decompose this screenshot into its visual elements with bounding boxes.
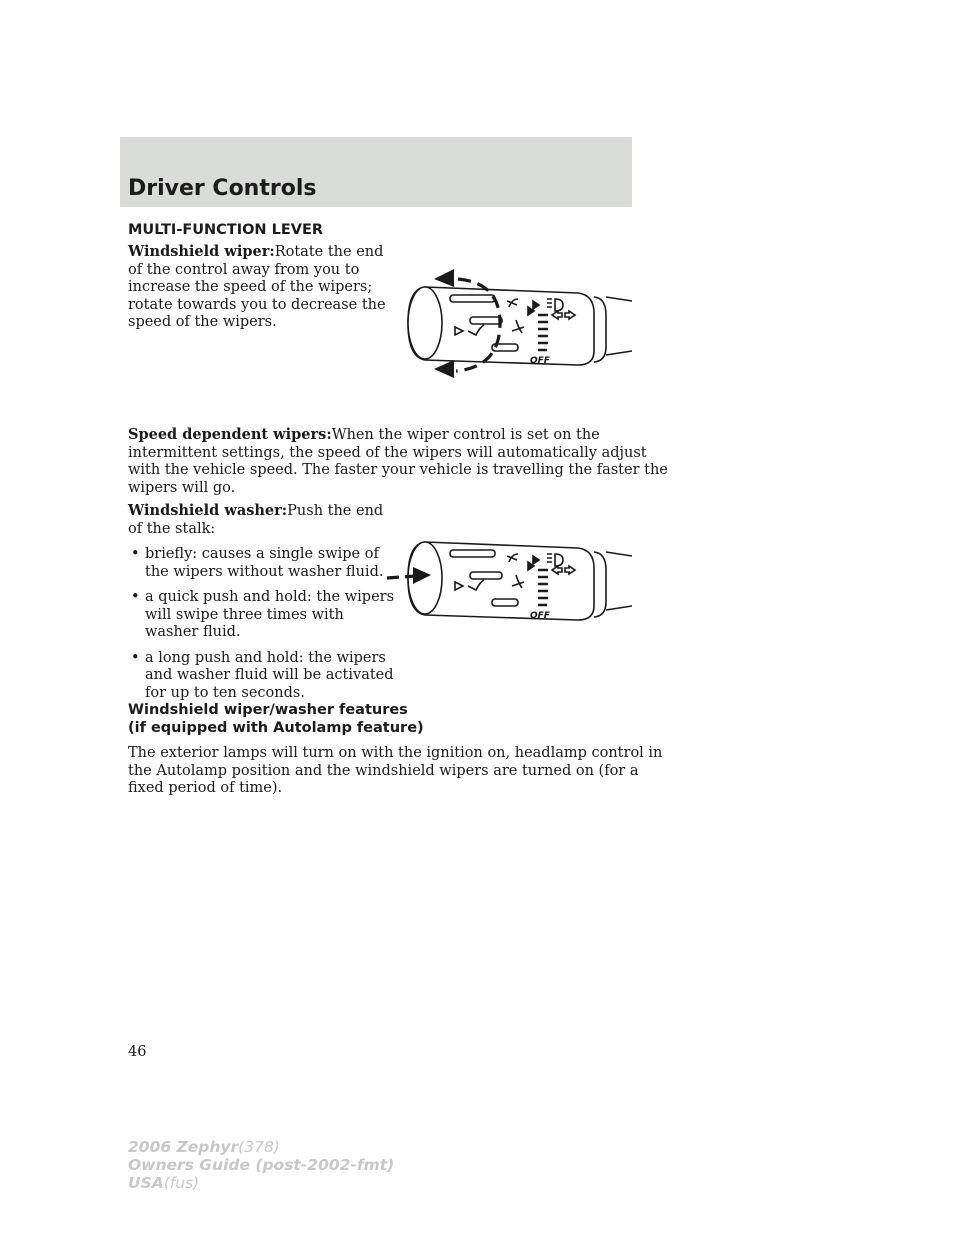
autolamp-paragraph: The exterior lamps will turn on with the ignition on, headlamp control in the Autolamp position and the windshield wipers are turned on (for a fixed period of time). (128, 745, 663, 796)
washer-push-figure (385, 530, 635, 640)
page-number: 46 (128, 1044, 147, 1060)
speed-dependent-paragraph: Speed dependent wipers:When the wiper control is set on the intermittent settings, the speed of the wipers will automatically adjust with the vehicle speed. The faster your vehicle is travelling the faster the wipers will go. (128, 426, 668, 496)
bullet-icon: • (131, 589, 140, 605)
washer-bullet-list (128, 546, 394, 710)
bullet-icon: • (131, 546, 140, 562)
wiper-rotation-figure (400, 265, 635, 380)
wiper-label: Windshield wiper: (128, 243, 275, 260)
list-item: • a long push and hold: the wipers and washer fluid will be activated for up to ten seconds. (131, 649, 394, 701)
section-title: Driver Controls (128, 176, 317, 201)
wiper-paragraph: Windshield wiper:Rotate the end of the control away from you to increase the speed of the wipers; rotate towards you to decrease the speed of the wipers. (128, 243, 386, 330)
document-footer: 2006 Zephyr(378) Owners Guide (post-2002-fmt) USA(fus) (128, 1138, 395, 1192)
multi-function-lever-heading: MULTI-FUNCTION LEVER (128, 222, 324, 238)
washer-paragraph: Windshield washer:Push the end of the stalk: (128, 502, 384, 537)
off-label: OFF (530, 611, 550, 621)
off-label: OFF (530, 356, 550, 366)
autolamp-heading: Windshield wiper/washer features (if equipped with Autolamp feature) (128, 702, 424, 736)
speed-label: Speed dependent wipers: (128, 426, 332, 443)
bullet-icon: • (131, 649, 140, 666)
list-item: • a quick push and hold: the wipers will swipe three times with washer fluid. (131, 589, 395, 640)
washer-label: Windshield washer: (128, 502, 288, 519)
list-item: • briefly: causes a single swipe of the wipers without washer fluid. (131, 546, 384, 580)
